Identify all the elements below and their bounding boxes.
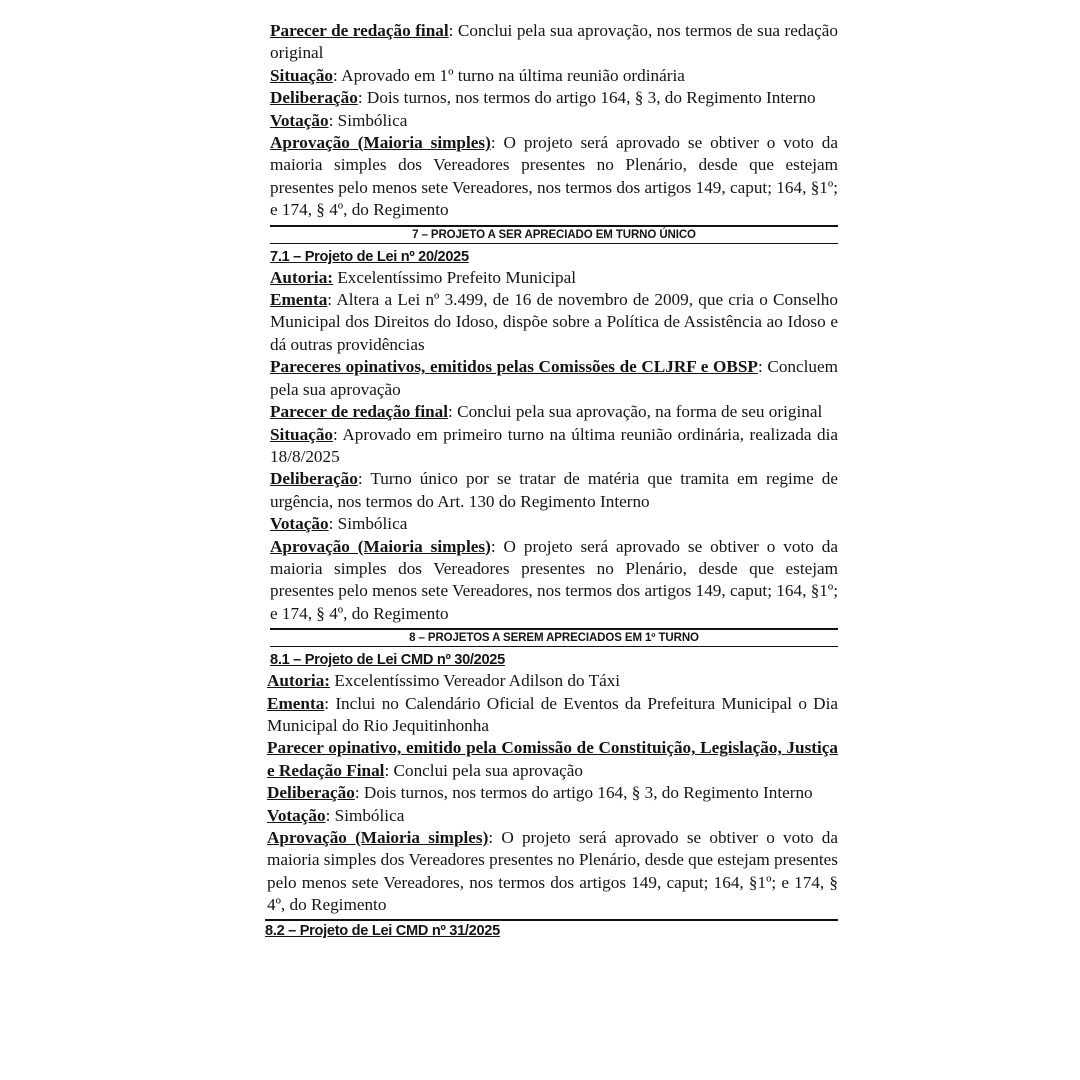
item-8-2-title: 8.2 – Projeto de Lei CMD nº 31/2025 (265, 922, 500, 939)
parecer-redacao-final: Parecer de redação final: Conclui pela sua aprovação, nos termos de sua redação original (270, 21, 838, 63)
ementa: Ementa: Altera a Lei nº 3.499, de 16 de novembro de 2009, que cria o Conselho Municipal dos Direitos do Idoso, dispõe sobre a Política de Assistência ao Idoso e dá outras providências (270, 290, 838, 354)
autoria: Autoria: Excelentíssimo Prefeito Municipal (270, 267, 576, 287)
section-divider-bottom (270, 646, 838, 647)
autoria: Autoria: Excelentíssimo Vereador Adilson do Táxi (267, 671, 621, 691)
item-8-1-body (267, 670, 838, 916)
parecer-opinativo: Parecer opinativo, emitido pela Comissão de Constituição, Legislação, Justiça e Redação Final: Conclui pela sua aprovação (267, 738, 838, 780)
item-8-1-title: 8.1 – Projeto de Lei CMD nº 30/2025 (270, 652, 505, 669)
ementa: Ementa: Inclui no Calendário Oficial de Eventos da Prefeitura Municipal o Dia Municipal do Rio Jequitinhonha (267, 693, 838, 735)
situacao: Situação: Aprovado em 1º turno na última reunião ordinária (270, 65, 685, 85)
deliberacao: Deliberação: Turno único por se tratar de matéria que tramita em regime de urgência, nos termos do Art. 130 do Regimento Interno (270, 469, 838, 511)
deliberacao: Deliberação: Dois turnos, nos termos do artigo 164, § 3, do Regimento Interno (267, 783, 813, 803)
aprovacao: Aprovação (Maioria simples): O projeto será aprovado se obtiver o voto da maioria simples dos Vereadores presentes no Plenário, desde que estejam presentes pelo menos sete Vereadores, nos termos dos artigos 149, caput; 164, §1º; e 174, § 4º, do Regimento (270, 133, 838, 220)
document-page (265, 20, 839, 941)
votacao: Votação: Simbólica (270, 514, 408, 534)
votacao: Votação: Simbólica (270, 110, 408, 130)
aprovacao: Aprovação (Maioria simples): O projeto será aprovado se obtiver o voto da maioria simples dos Vereadores presentes no Plenário, desde que estejam presentes pelo menos sete Vereadores, nos termos dos artigos 149, caput; 164, §1º; e 174, § 4º, do Regimento (270, 536, 838, 623)
deliberacao: Deliberação: Dois turnos, nos termos do artigo 164, § 3, do Regimento Interno (270, 88, 816, 108)
aprovacao: Aprovação (Maioria simples): O projeto será aprovado se obtiver o voto da maioria simples dos Vereadores presentes no Plenário, desde que estejam presentes pelo menos sete Vereadores, nos termos dos artigos 149, caput; 164, §1º; e 174, § 4º, do Regimento (267, 828, 839, 915)
pareceres-opinativos: Pareceres opinativos, emitidos pelas Comissões de CLJRF e OBSP: Concluem pela sua aprovação (270, 357, 838, 399)
section-8-title: 8 – PROJETOS A SEREM APRECIADOS EM 1º TURNO (409, 632, 699, 645)
section-divider-bottom (270, 243, 838, 244)
item-7-1-title: 7.1 – Projeto de Lei nº 20/2025 (270, 248, 469, 265)
parecer-redacao-final: Parecer de redação final: Conclui pela sua aprovação, na forma de seu original (270, 402, 823, 422)
votacao: Votação: Simbólica (267, 805, 405, 825)
section-7-title: 7 – PROJETO A SER APRECIADO EM TURNO ÚNICO (412, 228, 696, 241)
situacao: Situação: Aprovado em primeiro turno na última reunião ordinária, realizada dia 18/8/2025 (270, 424, 838, 466)
